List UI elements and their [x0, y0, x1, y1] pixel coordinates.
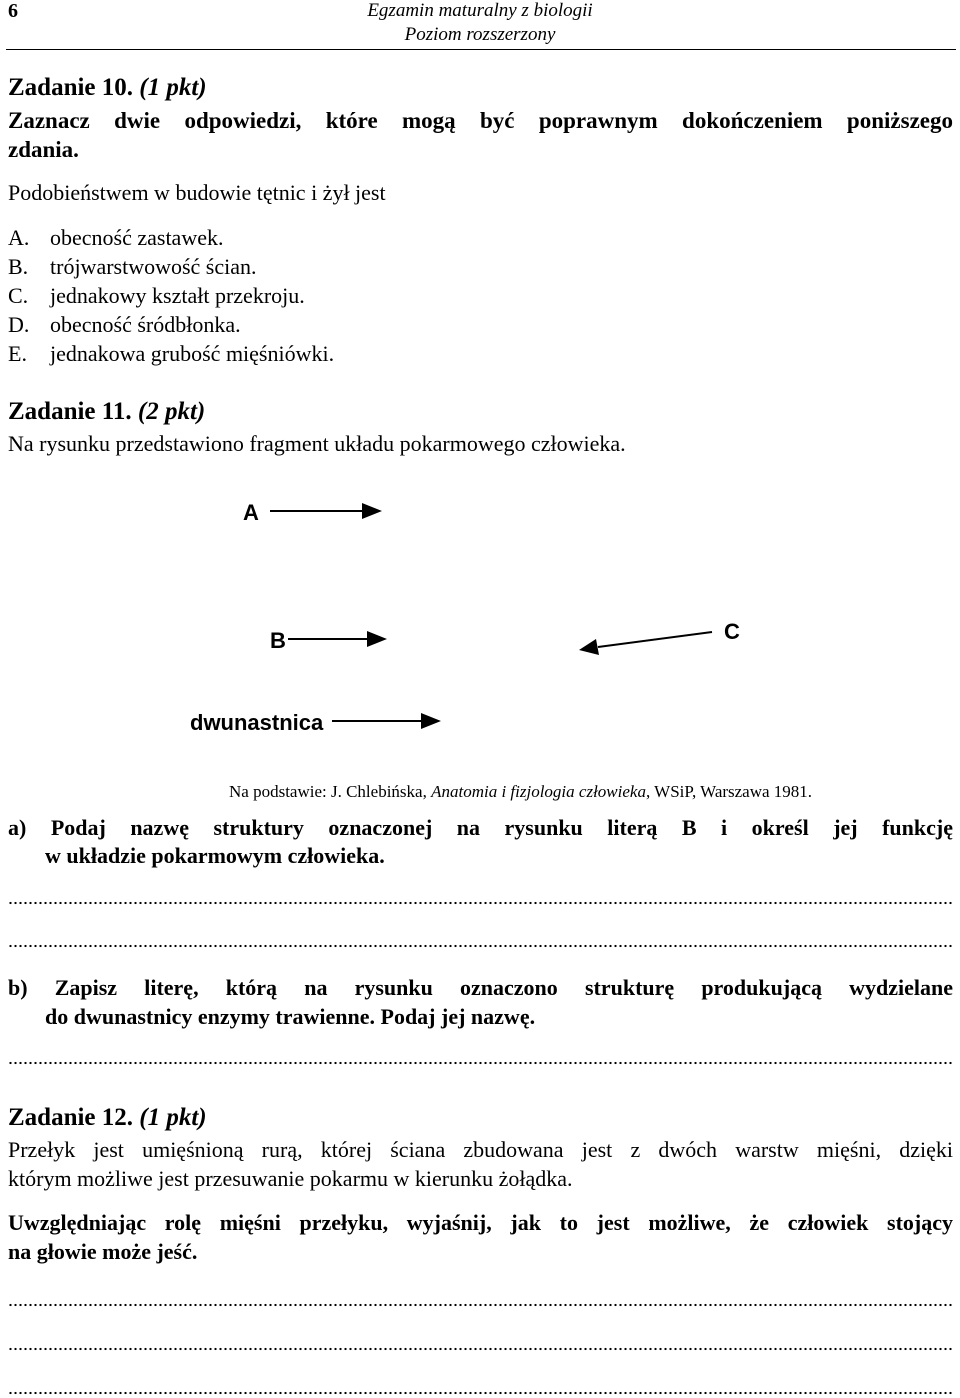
task-11a-line2: w układzie pokarmowym człowieka. [45, 843, 385, 868]
arrow-duodenum-head [421, 713, 441, 729]
task-12-text-line1: Przełyk jest umięśnioną rurą, której ściana zbudowana jest z dwóch warstw mięśni, dzięki [8, 1137, 953, 1162]
figure-arrows [0, 480, 960, 770]
arrow-a-head [362, 503, 382, 519]
figure-label-c: C [724, 619, 740, 644]
option-b[interactable] [8, 254, 257, 280]
task-12-title: Zadanie 12. [8, 1104, 134, 1131]
answer-line[interactable] [8, 900, 953, 906]
task-11a-line1: a) Podaj nazwę struktury oznaczonej na rysunku literą B i określ jej funkcję [8, 815, 953, 840]
answer-line[interactable] [8, 1390, 953, 1396]
task-11b-line2: do dwunastnicy enzymy trawienne. Podaj jej nazwę. [45, 1004, 536, 1029]
task-12-heading [8, 1104, 207, 1132]
figure-label-b: B [270, 628, 286, 653]
option-letter: B. [8, 254, 29, 279]
option-letter: D. [8, 312, 30, 337]
answer-line[interactable] [8, 1346, 953, 1352]
task-10-heading [8, 74, 207, 102]
option-c[interactable] [8, 283, 305, 309]
task-10-instruction-line2: zdania. [8, 137, 79, 162]
page-number: 6 [8, 0, 18, 22]
arrow-b-head [367, 631, 387, 647]
task-12-points: (1 pkt) [139, 1104, 207, 1131]
option-text: jednakowy kształt przekroju. [50, 283, 305, 308]
figure-label-duodenum: dwunastnica [190, 710, 324, 735]
task-11-heading [8, 398, 205, 426]
arrow-c-line [598, 632, 712, 647]
task-11-points: (2 pkt) [137, 398, 206, 425]
task-11-intro: Na rysunku przedstawiono fragment układu pokarmowego człowieka. [8, 431, 626, 456]
task-10-stem: Podobieństwem w budowie tętnic i żył jest [8, 180, 386, 205]
task-10-points: (1 pkt) [139, 74, 207, 101]
option-d[interactable] [8, 312, 241, 338]
exam-title: Egzamin maturalny z biologii [367, 0, 593, 21]
task-11-title: Zadanie 11. [8, 398, 132, 425]
answer-line[interactable] [8, 1060, 953, 1066]
task-11b-line1: b) Zapisz literę, którą na rysunku oznaczono strukturę produkującą wydzielane [8, 975, 953, 1000]
source-suffix: , WSiP, Warszawa 1981. [645, 782, 813, 801]
figure-label-a: A [243, 500, 259, 525]
source-prefix: Na podstawie: J. Chlebińska, [229, 782, 432, 801]
source-title: Anatomia i fizjologia człowieka [431, 782, 646, 801]
option-letter: C. [8, 283, 29, 308]
answer-line[interactable] [8, 1302, 953, 1308]
option-text: jednakowa grubość mięśniówki. [50, 341, 335, 366]
answer-line[interactable] [8, 943, 953, 949]
task-12-question-line1: Uwzględniając rolę mięśni przełyku, wyjaśnij, jak to jest możliwe, że człowiek stojący [8, 1210, 953, 1235]
task-12-text-line2: którym możliwe jest przesuwanie pokarmu w kierunku żołądka. [8, 1166, 573, 1191]
exam-level: Poziom rozszerzony [404, 24, 556, 45]
option-letter: E. [8, 341, 27, 366]
arrow-c-head [579, 639, 599, 655]
option-text: trójwarstwowość ścian. [50, 254, 257, 279]
option-text: obecność zastawek. [50, 225, 224, 250]
option-a[interactable] [8, 225, 223, 251]
task-12-question-line2: na głowie może jeść. [8, 1239, 198, 1264]
digestive-system-figure [0, 480, 960, 770]
task-10-instruction-line1: Zaznacz dwie odpowiedzi, które mogą być poprawnym dokończeniem poniższego [8, 108, 953, 133]
option-text: obecność śródbłonka. [50, 312, 241, 337]
header-divider [6, 49, 956, 50]
figure-source [229, 782, 812, 802]
option-e[interactable] [8, 341, 334, 367]
option-letter: A. [8, 225, 30, 250]
task-10-title: Zadanie 10. [8, 74, 134, 101]
